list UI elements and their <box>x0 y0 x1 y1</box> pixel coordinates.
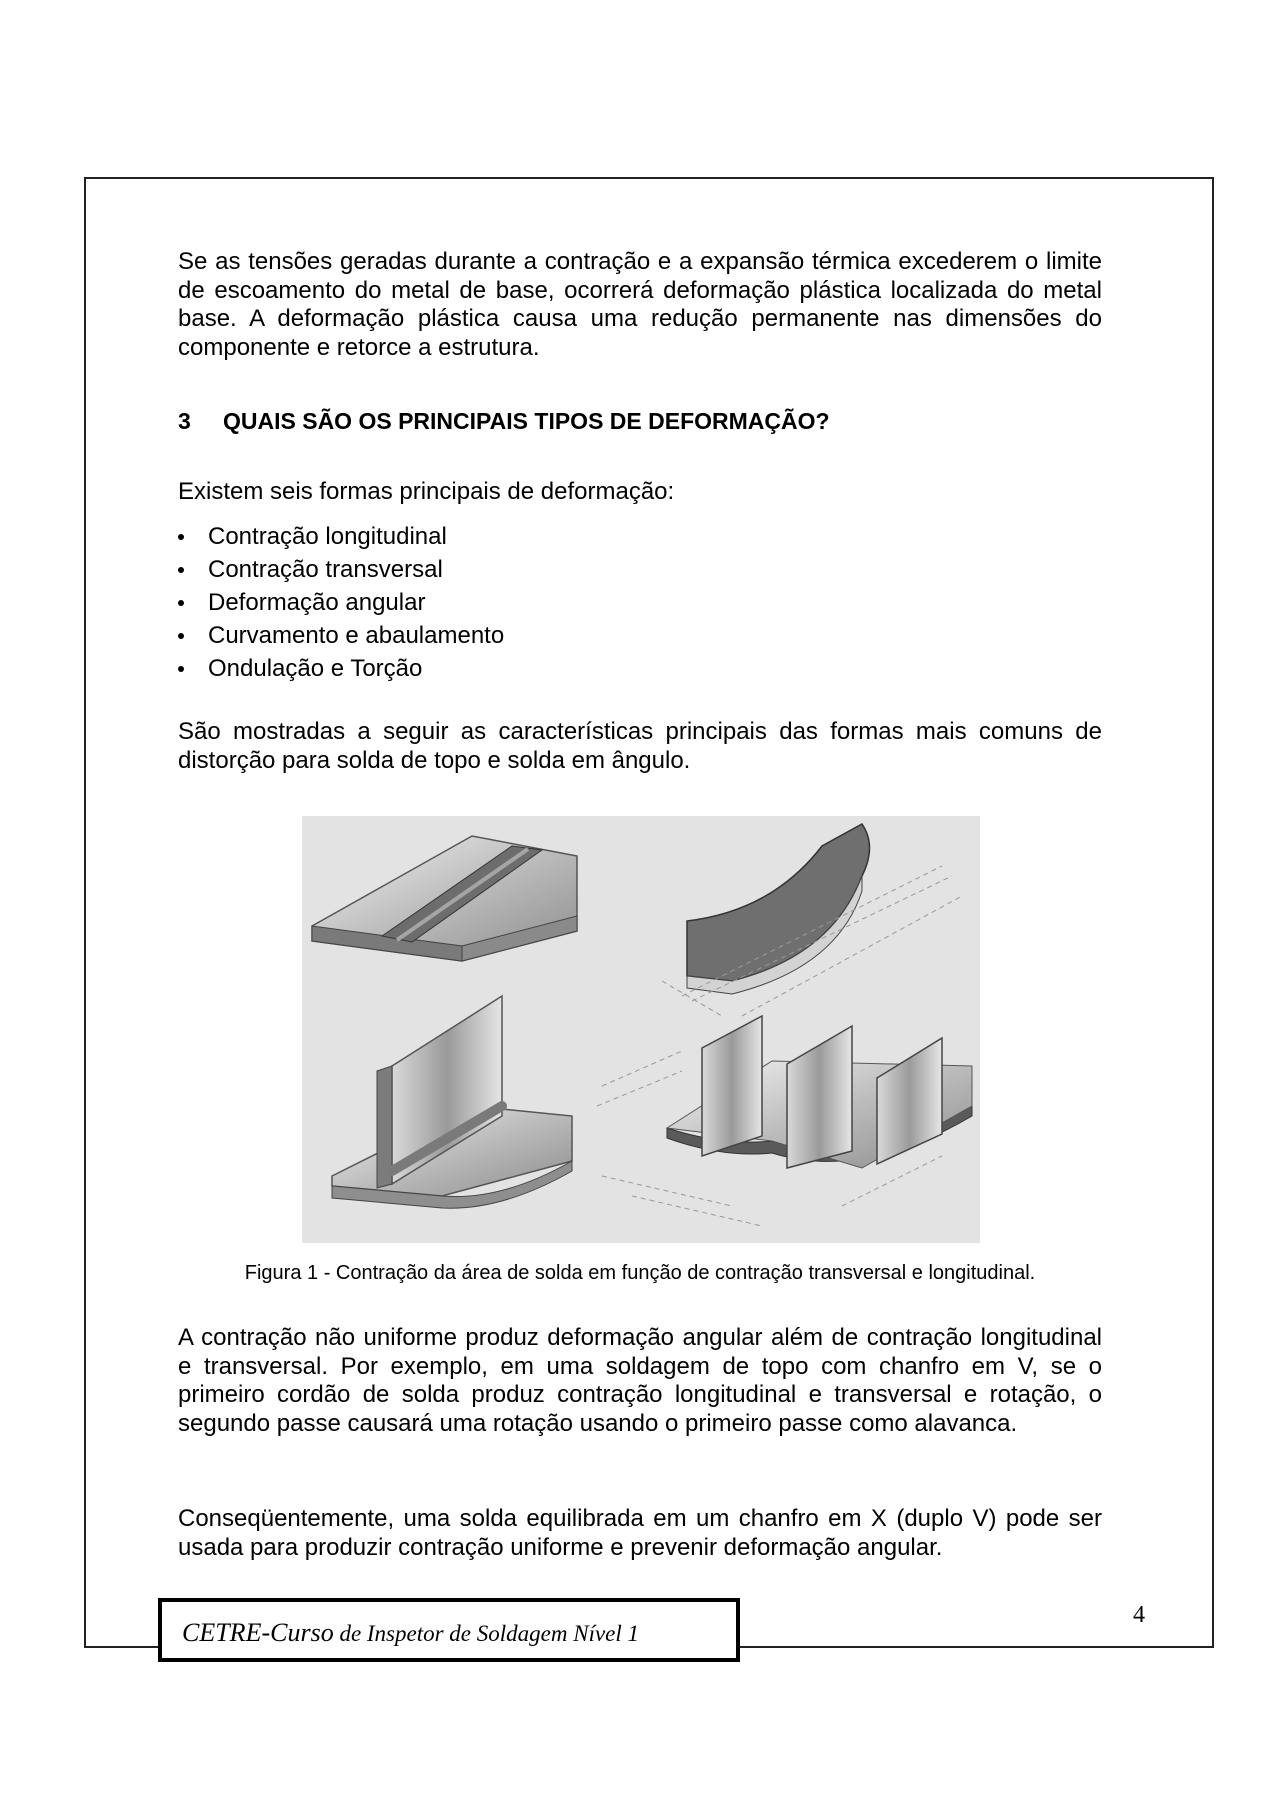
footer-course-box <box>158 1598 740 1662</box>
intro-text: Existem seis formas principais de deformação: <box>178 478 675 505</box>
list-item: Contração transversal <box>178 553 504 586</box>
list-item: Contração longitudinal <box>178 520 504 553</box>
section-heading <box>178 408 1102 435</box>
page-number: 4 <box>1133 1602 1145 1628</box>
section-title: QUAIS SÃO OS PRINCIPAIS TIPOS DE DEFORMAÇÃO? <box>223 408 830 434</box>
figure-weld-distortion <box>302 816 980 1243</box>
figure-caption: Figura 1 - Contração da área de solda em função de contração transversal e longitudinal. <box>244 1262 1036 1284</box>
paragraph-3: A contração não uniforme produz deformação angular além de contração longitudinal e transversal. Por exemplo, em uma soldagem de topo com chanfro em V, se o primeiro cordão de solda produz contração longitudinal e transversal e rotação, o segundo passe causará uma rotação usando o primeiro passe como alavanca. <box>178 1324 1102 1437</box>
paragraph-4: Conseqüentemente, uma solda equilibrada em um chanfro em X (duplo V) pode ser usada para produzir contração uniforme e prevenir deformação angular. <box>178 1505 1102 1561</box>
list-item: Ondulação e Torção <box>178 652 504 685</box>
t-joint <box>332 996 572 1208</box>
section-number: 3 <box>178 408 191 434</box>
bullet-icon <box>178 567 184 573</box>
bowed-plate <box>662 824 962 1016</box>
bullet-icon <box>178 666 184 672</box>
paragraph-1: Se as tensões geradas durante a contração e a expansão térmica excederem o limite de escoamento do metal de base, ocorrerá deformação plástica localizada do metal base. A deformação plástica causa uma redução permanente nas dimensões do componente e retorce a estrutura. <box>178 248 1102 361</box>
deformation-list <box>178 520 504 685</box>
butt-weld-plate <box>312 836 577 961</box>
paragraph-2: São mostradas a seguir as características principais das formas mais comuns de distorção para solda de topo e solda em ângulo. <box>178 718 1102 774</box>
bullet-icon <box>178 633 184 639</box>
list-item: Curvamento e abaulamento <box>178 619 504 652</box>
bullet-icon <box>178 600 184 606</box>
stiffened-panel <box>597 1016 972 1226</box>
footer-course-title: CETRE-Curso de Inspetor de Soldagem Nível 1 <box>182 1618 640 1647</box>
figure-illustration <box>302 816 980 1243</box>
bullet-icon <box>178 534 184 540</box>
list-item: Deformação angular <box>178 586 504 619</box>
